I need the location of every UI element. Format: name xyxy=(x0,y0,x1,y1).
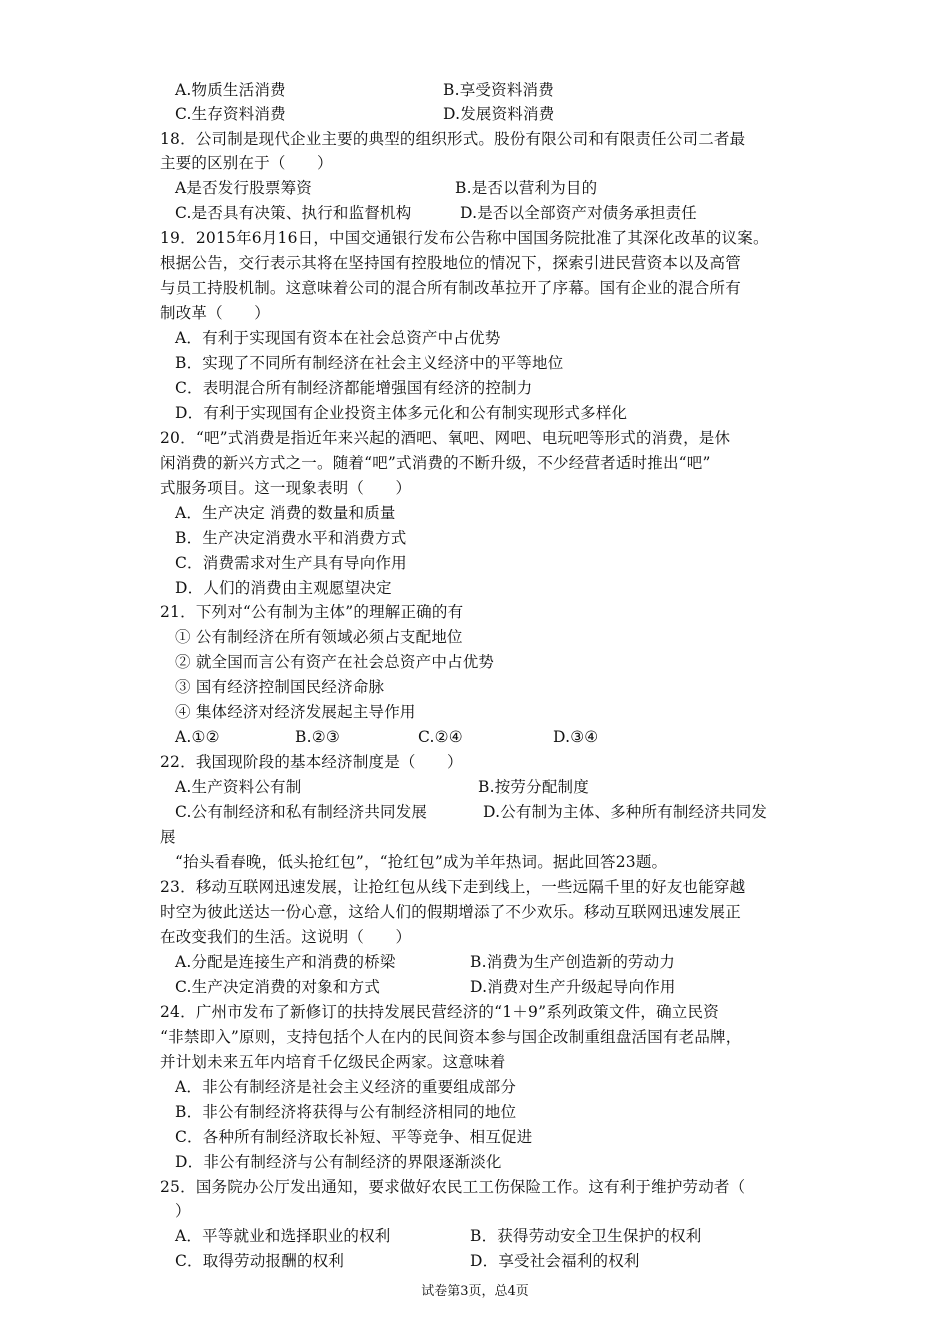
text-line: 在改变我们的生活。这说明（ ） xyxy=(160,928,412,946)
option: D.③④ xyxy=(553,728,599,746)
option: C．表明混合所有制经济都能增强国有经济的控制力 xyxy=(175,379,533,397)
option: D．人们的消费由主观愿望决定 xyxy=(175,579,392,597)
question-24: 24．广州市发布了新修订的扶持发展民营经济的“1＋9”系列政策文件，确立民资 xyxy=(160,1003,719,1021)
question-21: 21．下列对“公有制为主体”的理解正确的有 xyxy=(160,603,464,621)
text-line: “非禁即入”原则，支持包括个人在内的民间资本参与国企改制重组盘活国有老品牌， xyxy=(160,1028,742,1046)
option: C．各种所有制经济取长补短、平等竞争、相互促进 xyxy=(175,1128,533,1146)
question-22: 22．我国现阶段的基本经济制度是（ ） xyxy=(160,753,463,771)
option: A.①② xyxy=(175,728,220,746)
option: B．非公有制经济将获得与公有制经济相同的地位 xyxy=(175,1103,517,1121)
statement: ② 就全国而言公有资产在社会总资产中占优势 xyxy=(175,653,495,671)
option: D.消费对生产升级起导向作用 xyxy=(470,978,676,996)
page-footer: 试卷第3页，总4页 xyxy=(421,1284,529,1299)
text-line: 主要的区别在于（ ） xyxy=(160,154,333,172)
text-line: ） xyxy=(175,1202,191,1220)
text-line: 时空为彼此送达一份心意，这给人们的假期增添了不少欢乐。移动互联网迅速发展正 xyxy=(160,903,741,921)
intro-23: “抬头看春晚，低头抢红包”，“抢红包”成为羊年热词。据此回答23题。 xyxy=(175,853,668,871)
option: B.消费为生产创造新的劳动力 xyxy=(470,953,676,971)
option: B.是否以营利为目的 xyxy=(455,179,598,197)
question-23: 23．移动互联网迅速发展，让抢红包从线下走到线上，一些远隔千里的好友也能穿越 xyxy=(160,878,746,896)
option: D.公有制为主体、多种所有制经济共同发 xyxy=(483,803,768,821)
option: A是否发行股票筹资 xyxy=(175,179,312,197)
question-19: 19．2015年6月16日，中国交通银行发布公告称中国国务院批准了其深化改革的议案。 xyxy=(160,229,769,247)
option: B．实现了不同所有制经济在社会主义经济中的平等地位 xyxy=(175,354,564,372)
option: C.②④ xyxy=(418,728,463,746)
text-line: D.发展资料消费 xyxy=(443,105,555,123)
text-line: 制改革（ ） xyxy=(160,304,270,322)
option: A.生产资料公有制 xyxy=(175,778,302,796)
statement: ① 公有制经济在所有领域必须占支配地位 xyxy=(175,628,463,646)
question-20: 20．“吧”式消费是指近年来兴起的酒吧、氧吧、网吧、电玩吧等形式的消费，是休 xyxy=(160,429,731,447)
text-line: 与员工持股机制。这意味着公司的混合所有制改革拉开了序幕。国有企业的混合所有 xyxy=(160,279,741,297)
option: B.②③ xyxy=(295,728,340,746)
statement: ④ 集体经济对经济发展起主导作用 xyxy=(175,703,416,721)
text-line: 闲消费的新兴方式之一。随着“吧”式消费的不断升级，不少经营者适时推出“吧” xyxy=(160,454,711,472)
option: A．平等就业和选择职业的权利 xyxy=(175,1227,391,1245)
text-line: C.生存资料消费 xyxy=(175,105,286,123)
text-line: 展 xyxy=(160,828,176,846)
option: C．消费需求对生产具有导向作用 xyxy=(175,554,407,572)
option: C.生产决定消费的对象和方式 xyxy=(175,978,381,996)
option: C.是否具有决策、执行和监督机构 xyxy=(175,204,412,222)
option: A．有利于实现国有资本在社会总资产中占优势 xyxy=(175,329,501,347)
option: C.公有制经济和私有制经济共同发展 xyxy=(175,803,428,821)
option: D.是否以全部资产对债务承担责任 xyxy=(460,204,698,222)
option: A.分配是连接生产和消费的桥梁 xyxy=(175,953,396,971)
question-18: 18．公司制是现代企业主要的典型的组织形式。股份有限公司和有限责任公司二者最 xyxy=(160,130,746,148)
option: C．取得劳动报酬的权利 xyxy=(175,1252,345,1270)
question-25: 25．国务院办公厅发出通知，要求做好农民工工伤保险工作。这有利于维护劳动者（ xyxy=(160,1178,746,1196)
text-line: A.物质生活消费 xyxy=(175,81,286,99)
option: A．生产决定 消费的数量和质量 xyxy=(175,504,396,522)
option: D．享受社会福利的权利 xyxy=(470,1252,640,1270)
statement: ③ 国有经济控制国民经济命脉 xyxy=(175,678,385,696)
text-line: 并计划未来五年内培育千亿级民企两家。这意味着 xyxy=(160,1053,506,1071)
option: B．获得劳动安全卫生保护的权利 xyxy=(470,1227,702,1245)
option: B.按劳分配制度 xyxy=(478,778,589,796)
option: D．有利于实现国有企业投资主体多元化和公有制实现形式多样化 xyxy=(175,404,628,422)
text-line: 式服务项目。这一现象表明（ ） xyxy=(160,479,412,497)
text-line: B.享受资料消费 xyxy=(443,81,554,99)
text-line: 根据公告，交行表示其将在坚持国有控股地位的情况下，探索引进民营资本以及高管 xyxy=(160,254,741,272)
option: B．生产决定消费水平和消费方式 xyxy=(175,529,407,547)
option: A．非公有制经济是社会主义经济的重要组成部分 xyxy=(175,1078,517,1096)
option: D．非公有制经济与公有制经济的界限逐渐淡化 xyxy=(175,1153,502,1171)
